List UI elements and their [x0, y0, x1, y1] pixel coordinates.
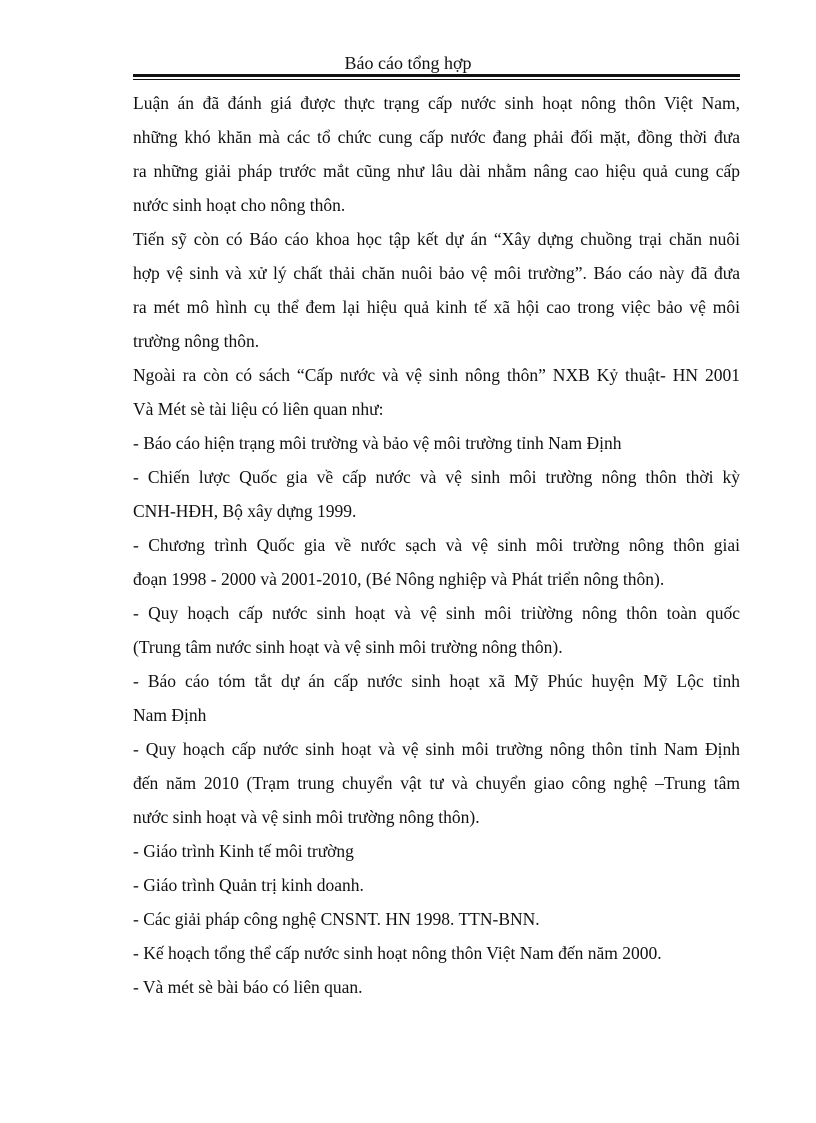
text-line: Và Mét sè tài liệu có liên quan như: — [133, 399, 384, 419]
text-line: - Kế hoạch tổng thể cấp nước sinh hoạt nông thôn Việt Nam đến năm 2000. — [133, 943, 662, 963]
text-line: - Báo cáo hiện trạng môi trường và bảo vệ môi trường tỉnh Nam Định — [133, 433, 622, 453]
text-line: đoạn 1998 - 2000 và 2001-2010, (Bé Nông nghiệp và Phát triển nông thôn). — [133, 569, 665, 589]
text-line: Ngoài ra còn có sách “Cấp nước và vệ sinh nông thôn” NXB Kỷ thuật- HN 2001 — [133, 365, 740, 385]
text-line: - Báo cáo tóm tắt dự án cấp nước sinh hoạt xã Mỹ Phúc huyện Mỹ Lộc tỉnh — [133, 671, 740, 691]
text-line: ra những giải pháp trước mắt cũng như lâu dài nhằm nâng cao hiệu quả cung cấp — [133, 161, 740, 181]
text-line: - Và mét sè bài báo có liên quan. — [133, 977, 363, 997]
text-line: - Giáo trình Quản trị kinh doanh. — [133, 875, 364, 895]
text-line: trường nông thôn. — [133, 331, 260, 351]
text-line: - Quy hoạch cấp nước sinh hoạt và vệ sinh môi trường nông thôn tỉnh Nam Định — [133, 739, 740, 759]
text-line: - Quy hoạch cấp nước sinh hoạt và vệ sinh môi triừờng nông thôn toàn quốc — [133, 603, 740, 623]
text-line: - Các giải pháp công nghệ CNSNT. HN 1998. TTN-BNN. — [133, 909, 540, 929]
text-line: nước sinh hoạt và vệ sinh môi trường nông thôn). — [133, 807, 480, 827]
text-line: ra mét mô hình cụ thể đem lại hiệu quả kinh tế xã hội cao trong việc bảo vệ môi — [133, 297, 740, 317]
text-line: - Chương trình Quốc gia về nước sạch và vệ sinh môi trường nông thôn giai — [133, 535, 740, 555]
document-body — [133, 86, 740, 1004]
header-rule-thin — [133, 79, 740, 80]
page-header-title: Báo cáo tổng hợp — [344, 53, 472, 73]
text-line: nước sinh hoạt cho nông thôn. — [133, 195, 346, 215]
text-line: Nam Định — [133, 705, 207, 725]
text-line: những khó khăn mà các tổ chức cung cấp nước đang phải đối mặt, đồng thời đưa — [133, 127, 740, 147]
text-line: (Trung tâm nước sinh hoạt và vệ sinh môi trường nông thôn). — [133, 637, 563, 657]
text-line: Luận án đã đánh giá được thực trạng cấp nước sinh hoạt nông thôn Việt Nam, — [133, 93, 740, 113]
text-line: đến năm 2010 (Trạm trung chuyển vật tư và chuyển giao công nghệ –Trung tâm — [133, 773, 740, 793]
text-line: CNH-HĐH, Bộ xây dựng 1999. — [133, 501, 357, 521]
header-rule-thick — [133, 74, 740, 77]
text-line: - Giáo trình Kinh tế môi trường — [133, 841, 354, 861]
text-line: - Chiến lược Quốc gia về cấp nước và vệ sinh môi trường nông thôn thời kỳ — [133, 467, 740, 487]
text-line: Tiến sỹ còn có Báo cáo khoa học tập kết dự án “Xây dựng chuồng trại chăn nuôi — [133, 229, 740, 249]
text-line: hợp vệ sinh và xử lý chất thải chăn nuôi bảo vệ môi trường”. Báo cáo này đã đưa — [133, 263, 740, 283]
